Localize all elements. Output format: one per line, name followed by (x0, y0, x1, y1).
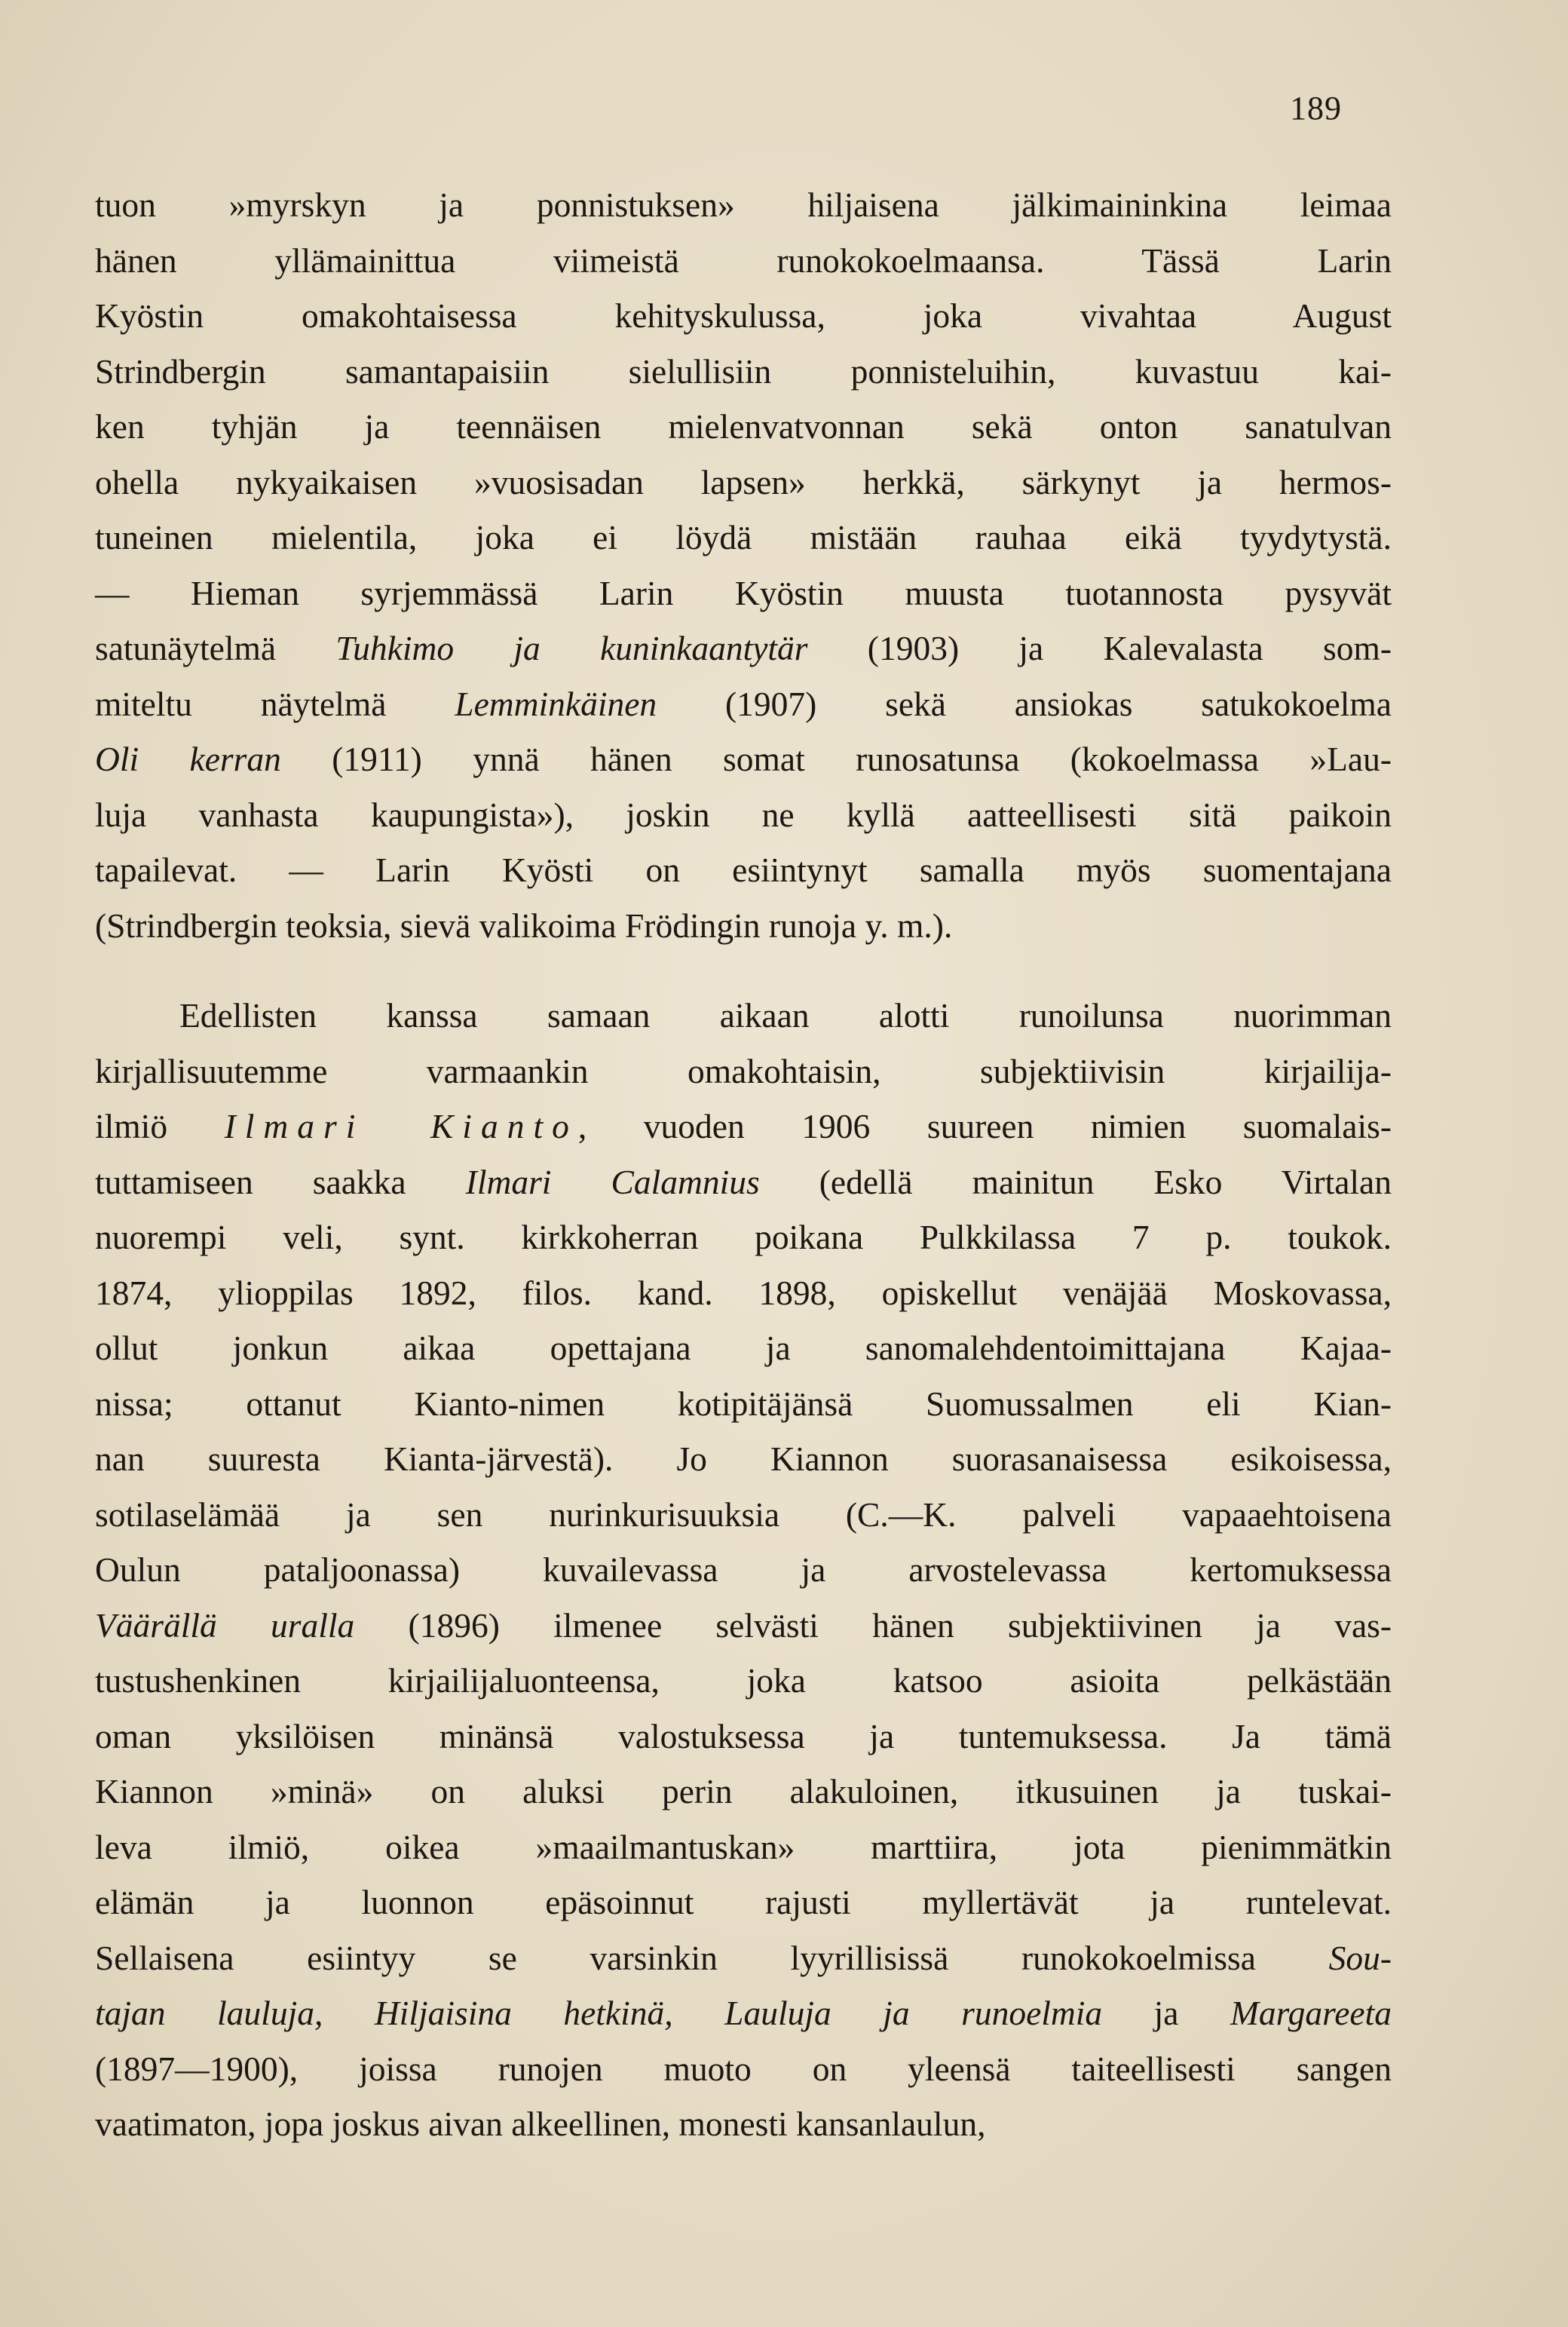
text-segment: tuttamiseen saakka (95, 1162, 466, 1201)
text-segment: Sellaisena esiintyy se varsinkin lyyrillisissä runokokoelmissa (95, 1938, 1329, 1977)
text-segment: leva ilmiö, oikea »maailmantuskan» marttiira, jota pienimmätkin (95, 1827, 1392, 1866)
text-line (95, 233, 1392, 289)
text-segment: satunäytelmä (95, 629, 336, 667)
text-line (95, 1154, 1392, 1210)
emphasized-text: Sou- (1328, 1938, 1392, 1977)
text-line (95, 1598, 1392, 1654)
text-segment: (edellä mainitun Esko Virtalan (759, 1162, 1392, 1201)
text-segment: tuon »myrskyn ja ponnistuksen» hiljaisena jälkimaininkina leimaa (95, 185, 1392, 224)
text-segment: nuorempi veli, synt. kirkkoherran poikana Pulkkilassa 7 p. toukok. (95, 1218, 1392, 1256)
text-line (95, 1985, 1392, 2041)
text-segment: Kiannon »minä» on aluksi perin alakuloinen, itkusuinen ja tuskai- (95, 1772, 1392, 1810)
text-segment: Kyöstin omakohtaisessa kehityskulussa, joka vivahtaa August (95, 296, 1392, 335)
text-line (95, 344, 1392, 400)
text-line (95, 731, 1392, 787)
text-line (95, 1542, 1392, 1598)
emphasized-text: Margareeta (1230, 1994, 1392, 2032)
text-line (95, 1431, 1392, 1487)
emphasized-text: Oli kerran (95, 740, 281, 778)
text-line (95, 988, 1392, 1044)
text-segment: vaatimaton, jopa joskus aivan alkeellinen, monesti kansanlaulun, (95, 2105, 986, 2143)
emphasized-text: Väärällä uralla (95, 1605, 355, 1645)
text-line (95, 898, 1392, 954)
text-line (95, 1764, 1392, 1820)
text-segment: tustushenkinen kirjailijaluonteensa, joka katsoo asioita pelkästään (95, 1661, 1392, 1700)
text-line (95, 2096, 1392, 2152)
text-line (95, 676, 1392, 732)
text-line (95, 1265, 1392, 1321)
text-line (95, 1820, 1392, 1875)
text-line (95, 455, 1392, 510)
text-segment: ja (1102, 1994, 1231, 2032)
text-segment: ollut jonkun aikaa opettajana ja sanomalehdentoimittajana Kajaa- (95, 1329, 1392, 1367)
emphasized-text: Ilmari Kianto (224, 1107, 578, 1145)
text-segment: hänen yllämainittua viimeistä runokokoelmaansa. Tässä Larin (95, 241, 1392, 280)
emphasized-text: Ilmari Calamnius (465, 1162, 760, 1201)
emphasized-text: Tuhkimo ja kuninkaantytär (335, 629, 808, 667)
emphasized-text: tajan lauluja, Hiljaisina hetkinä, Lauluja ja runoelmia (95, 1994, 1103, 2032)
text-line (95, 1930, 1392, 1986)
text-line (95, 1376, 1392, 1432)
text-line (95, 177, 1392, 233)
text-line (95, 399, 1392, 455)
text-segment: Edellisten kanssa samaan aikaan alotti runoilunsa nuorimman (179, 996, 1392, 1035)
text-segment: ohella nykyaikaisen »vuosisadan lapsen» herkkä, särkynyt ja hermos- (95, 462, 1392, 501)
text-segment: (Strindbergin teoksia, sievä valikoima Frödingin runoja y. m.). (95, 906, 953, 945)
text-segment: tuneinen mielentila, joka ei löydä mistään rauhaa eikä tyydytystä. (95, 518, 1392, 556)
text-segment: oman yksilöisen minänsä valostuksessa ja tuntemuksessa. Ja tämä (95, 1716, 1392, 1755)
paragraph-1 (95, 177, 1392, 953)
text-segment: Oulun pataljoonassa) kuvailevassa ja arvostelevassa kertomuksessa (95, 1550, 1392, 1589)
text-segment: 1874, ylioppilas 1892, filos. kand. 1898, opiskellut venäjää Moskovassa, (95, 1273, 1392, 1312)
text-segment: miteltu näytelmä (95, 684, 455, 723)
text-line (95, 621, 1392, 676)
paragraph-2 (95, 988, 1392, 2152)
text-line (95, 510, 1392, 566)
text-segment: (1911) ynnä hänen somat runosatunsa (kokoelmassa »Lau- (280, 740, 1392, 778)
text-line (95, 1487, 1392, 1543)
text-segment: (1907) sekä ansiokas satukokoelma (657, 684, 1392, 723)
text-segment: elämän ja luonnon epäsoinnut rajusti myllertävät ja runtelevat. (95, 1883, 1392, 1921)
emphasized-text: Lemminkäinen (455, 684, 657, 723)
text-segment: ilmiö (95, 1107, 225, 1145)
text-line (95, 1653, 1392, 1709)
text-line (95, 1044, 1392, 1099)
text-line (95, 2041, 1392, 2097)
text-line (95, 1099, 1392, 1154)
text-segment: (1896) ilmenee selvästi hänen subjektiivinen ja vas- (354, 1605, 1392, 1645)
text-line (95, 787, 1392, 843)
text-line (95, 1875, 1392, 1930)
text-segment: kirjallisuutemme varmaankin omakohtaisin, subjektiivisin kirjailija- (95, 1051, 1392, 1090)
text-segment: sotilaselämää ja sen nurinkurisuuksia (C.—K. palveli vapaaehtoisena (95, 1495, 1392, 1534)
text-segment: , vuoden 1906 suureen nimien suomalais- (577, 1107, 1392, 1145)
text-segment: tapailevat. — Larin Kyösti on esiintynyt samalla myös suomentajana (95, 851, 1392, 889)
text-segment: nan suuresta Kianta-järvestä). Jo Kiannon suorasanaisessa esikoisessa, (95, 1439, 1392, 1478)
text-line (95, 566, 1392, 621)
text-line (95, 1209, 1392, 1265)
text-segment: Strindbergin samantapaisiin sielullisiin ponnisteluihin, kuvastuu kai- (95, 351, 1392, 391)
text-line (95, 288, 1392, 344)
text-line (95, 1709, 1392, 1764)
text-segment: luja vanhasta kaupungista»), joskin ne kyllä aatteellisesti sitä paikoin (95, 795, 1392, 834)
text-segment: — Hieman syrjemmässä Larin Kyöstin muusta tuotannosta pysyvät (95, 573, 1392, 612)
text-line (95, 842, 1392, 898)
text-segment: (1897—1900), joissa runojen muoto on yleensä taiteellisesti sangen (95, 2049, 1392, 2088)
text-segment: nissa; ottanut Kianto-nimen kotipitäjänsä Suomussalmen eli Kian- (95, 1384, 1392, 1423)
text-line (95, 1320, 1392, 1376)
text-segment: (1903) ja Kalevalasta som- (807, 629, 1392, 667)
page-number: 189 (1290, 90, 1342, 127)
text-segment: ken tyhjän ja teennäisen mielenvatvonnan sekä onton sanatulvan (95, 407, 1392, 446)
